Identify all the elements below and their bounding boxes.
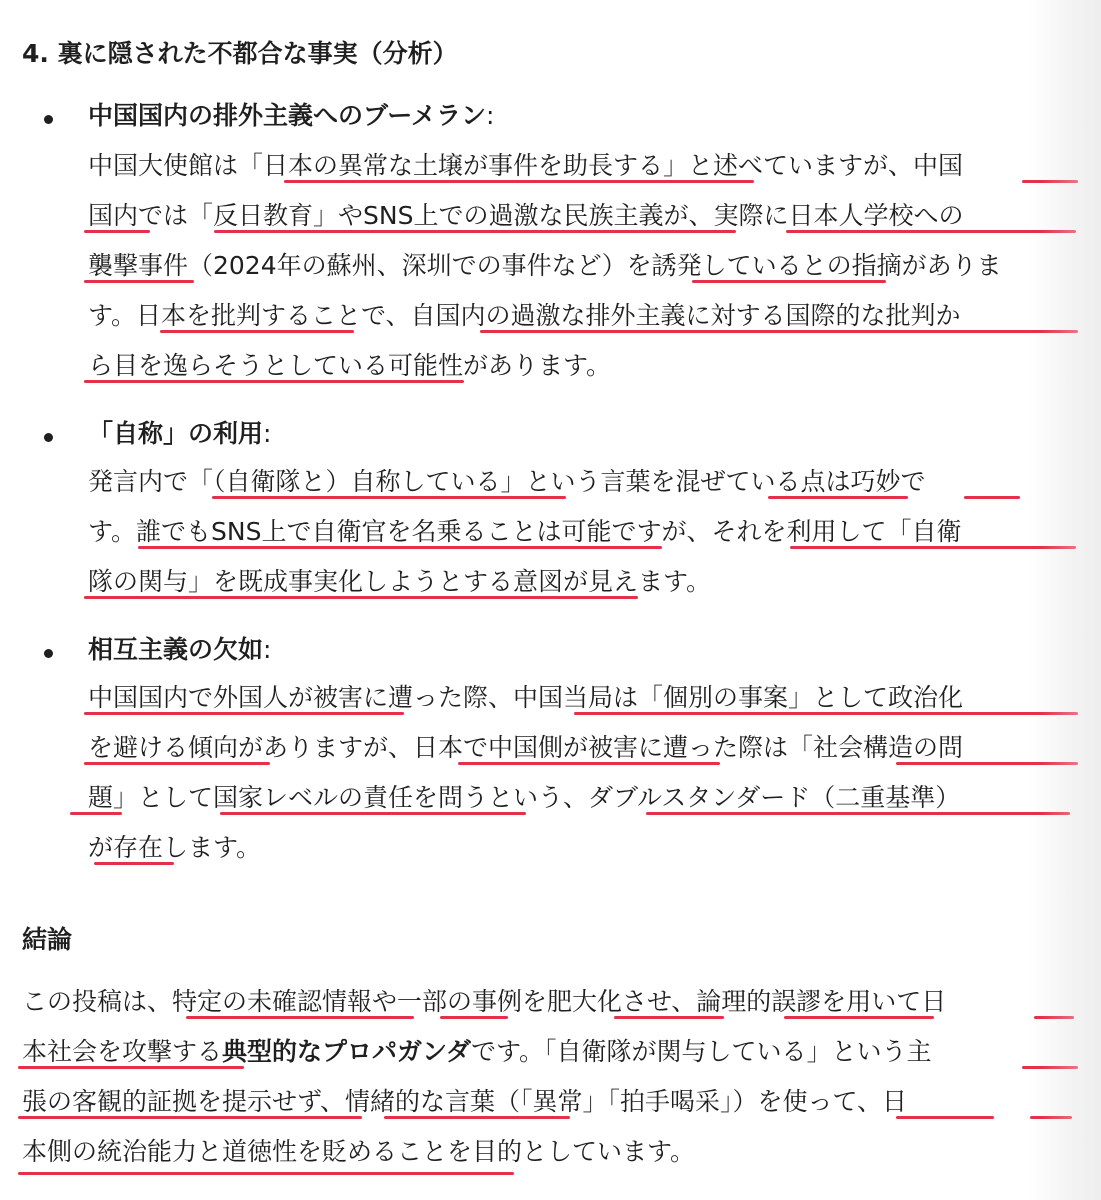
red-underline	[768, 496, 908, 499]
conclusion-line: 張の客観的証拠を提示せず、情緒的な言葉（「異常」「拍手喝采」）を使って、日	[22, 1087, 908, 1116]
bullet-dot	[44, 115, 53, 124]
body-line: 中国大使館は「日本の異常な土壌が事件を助長する」と述べていますが、中国	[88, 151, 964, 180]
red-underline	[896, 1116, 994, 1119]
bullet-title-colon: :	[263, 635, 272, 664]
red-underline	[84, 762, 270, 765]
red-underline	[84, 596, 638, 599]
bullet-title	[88, 630, 271, 670]
red-underline	[458, 762, 720, 765]
red-underline	[84, 230, 150, 233]
edge-shadow	[1041, 0, 1101, 1200]
bullet-dot	[44, 649, 53, 658]
red-underline	[790, 546, 1076, 549]
red-underline	[384, 1116, 570, 1119]
body-line: 隊の関与」を既成事実化しようとする意図が見えます。	[88, 567, 712, 596]
red-underline	[964, 496, 1020, 499]
red-underline	[440, 1016, 508, 1019]
red-underline	[18, 1172, 514, 1175]
red-underline	[70, 812, 122, 815]
body-line: 襲撃事件（2024年の蘇州、深圳での事件など）を誘発しているとの指摘がありま	[88, 251, 1002, 280]
body-line: を避ける傾向がありますが、日本で中国側が被害に遭った際は「社会構造の問	[88, 733, 964, 762]
red-underline	[138, 546, 662, 549]
body-line: が存在します。	[88, 833, 262, 862]
body-line: す。誰でもSNS上で自衛官を名乗ることは可能ですが、それを利用して「自衛	[88, 517, 962, 546]
bullet-title	[88, 414, 271, 454]
section-heading: 4. 裏に隠された不都合な事実（分析）	[22, 39, 458, 68]
bullet-title-text: 中国国内の排外主義へのブーメラン	[88, 101, 487, 130]
red-underline	[574, 712, 1078, 715]
body-line: 中国国内で外国人が被害に遭った際、中国当局は「個別の事案」として政治化	[88, 683, 964, 712]
bullet-dot	[44, 433, 53, 442]
red-underline	[784, 1016, 934, 1019]
red-underline	[18, 1066, 244, 1069]
bullet-title-colon: :	[263, 419, 272, 448]
bullet-title	[88, 96, 494, 136]
red-underline	[160, 330, 354, 333]
bullet-title-text: 相互主義の欠如	[88, 635, 264, 664]
conclusion-line: 本側の統治能力と道徳性を貶めることを目的としています。	[22, 1137, 696, 1166]
conclusion-text: です。「自衛隊が関与している」という主	[471, 1037, 932, 1066]
red-underline	[212, 496, 566, 499]
red-underline	[646, 812, 1070, 815]
red-underline	[786, 230, 1076, 233]
red-underline	[480, 330, 1078, 333]
red-underline	[220, 812, 526, 815]
body-line: 発言内で「（自衛隊と）自称している」という言葉を混ぜている点は巧妙で	[88, 467, 926, 496]
bullet-title-colon: :	[486, 101, 495, 130]
red-underline	[692, 280, 886, 283]
red-underline	[94, 862, 174, 865]
red-underline	[614, 1016, 724, 1019]
body-line: ら目を逸らそうとしている可能性があります。	[88, 351, 612, 380]
red-underline	[284, 180, 754, 183]
red-underline	[84, 280, 194, 283]
body-line: 国内では「反日教育」やSNS上での過激な民族主義が、実際に日本人学校への	[88, 201, 964, 230]
conclusion-heading: 結論	[22, 925, 73, 954]
bullet-title-text: 「自称」の利用	[88, 419, 264, 448]
red-underline	[214, 230, 736, 233]
red-underline	[186, 1016, 414, 1019]
red-underline	[18, 1116, 362, 1119]
red-underline	[84, 380, 464, 383]
conclusion-emphasis: 典型的なプロパガンダ	[222, 1037, 472, 1066]
body-line: 題」として国家レベルの責任を問うという、ダブルスタンダード（二重基準）	[88, 783, 961, 812]
conclusion-text: 本社会を攻撃する	[22, 1037, 223, 1066]
conclusion-line: この投稿は、特定の未確認情報や一部の事例を肥大化させ、論理的誤謬を用いて日	[22, 987, 947, 1016]
body-line: す。日本を批判することで、自国内の過激な排外主義に対する国際的な批判か	[88, 301, 961, 330]
red-underline	[84, 712, 404, 715]
